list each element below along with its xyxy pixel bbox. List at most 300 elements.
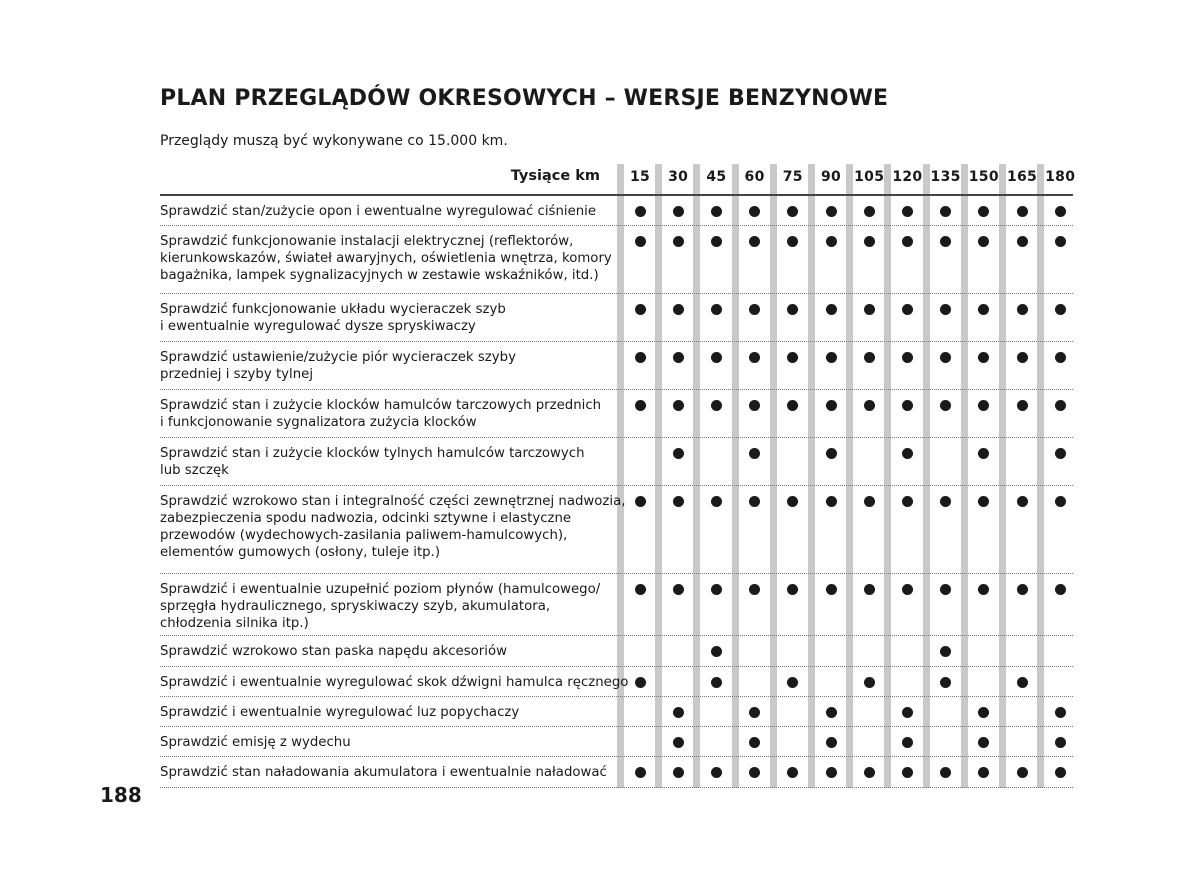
check-dot-icon bbox=[902, 707, 913, 718]
check-dot-icon bbox=[1017, 677, 1028, 688]
description-line: Sprawdzić stan/zużycie opon i ewentualne wyregulować ciśnienie bbox=[160, 204, 597, 219]
check-dot-icon bbox=[673, 737, 684, 748]
column-header: 180 bbox=[1045, 169, 1076, 185]
table-row bbox=[160, 196, 1073, 226]
interval-cell bbox=[697, 196, 735, 225]
check-dot-icon bbox=[940, 304, 951, 315]
interval-cell bbox=[812, 697, 850, 726]
check-dot-icon bbox=[749, 448, 760, 459]
interval-cell bbox=[697, 390, 735, 437]
interval-cell bbox=[927, 636, 965, 666]
interval-cell bbox=[697, 226, 735, 293]
check-dot-icon bbox=[673, 400, 684, 411]
interval-cell bbox=[736, 226, 774, 293]
check-dot-icon bbox=[940, 352, 951, 363]
check-dot-icon bbox=[711, 206, 722, 217]
interval-cell bbox=[965, 294, 1003, 341]
check-dot-icon bbox=[1055, 707, 1066, 718]
check-dot-icon bbox=[864, 304, 875, 315]
table-row bbox=[160, 636, 1073, 667]
check-dot-icon bbox=[749, 206, 760, 217]
interval-cell bbox=[1003, 636, 1041, 666]
interval-cell bbox=[927, 574, 965, 635]
description-line: przedniej i szyby tylnej bbox=[160, 367, 314, 382]
row-description bbox=[160, 704, 630, 721]
description-line: Sprawdzić funkcjonowanie instalacji elektrycznej (reflektorów, bbox=[160, 234, 574, 249]
check-dot-icon bbox=[749, 236, 760, 247]
check-dot-icon bbox=[902, 584, 913, 595]
interval-cell bbox=[850, 390, 888, 437]
interval-cell bbox=[774, 636, 812, 666]
interval-cell bbox=[850, 342, 888, 389]
interval-cell bbox=[736, 196, 774, 225]
check-dot-icon bbox=[826, 206, 837, 217]
check-dot-icon bbox=[787, 400, 798, 411]
description-line: Sprawdzić wzrokowo stan i integralność części zewnętrznej nadwozia, bbox=[160, 494, 626, 509]
check-dot-icon bbox=[673, 206, 684, 217]
check-dot-icon bbox=[1017, 206, 1028, 217]
interval-cell bbox=[965, 486, 1003, 573]
interval-cell bbox=[927, 438, 965, 485]
check-dot-icon bbox=[1017, 496, 1028, 507]
interval-cell bbox=[888, 486, 926, 573]
interval-cell bbox=[659, 727, 697, 756]
interval-cell bbox=[965, 226, 1003, 293]
check-dot-icon bbox=[711, 304, 722, 315]
check-dot-icon bbox=[1055, 236, 1066, 247]
interval-cell bbox=[850, 667, 888, 696]
table-row bbox=[160, 574, 1073, 636]
interval-cell bbox=[621, 574, 659, 635]
interval-cell bbox=[965, 697, 1003, 726]
row-description bbox=[160, 493, 630, 561]
row-description bbox=[160, 734, 630, 751]
interval-cell bbox=[659, 486, 697, 573]
interval-cell bbox=[1003, 438, 1041, 485]
table-row bbox=[160, 294, 1073, 342]
column-header: 165 bbox=[1006, 169, 1038, 185]
interval-cell bbox=[812, 486, 850, 573]
interval-cell bbox=[850, 574, 888, 635]
interval-cell bbox=[850, 438, 888, 485]
check-dot-icon bbox=[749, 304, 760, 315]
description-line: zabezpieczenia spodu nadwozia, odcinki sztywne i elastyczne bbox=[160, 511, 572, 526]
interval-cell bbox=[736, 574, 774, 635]
check-dot-icon bbox=[787, 206, 798, 217]
interval-cell bbox=[1041, 757, 1079, 787]
interval-cell bbox=[965, 636, 1003, 666]
interval-cell bbox=[736, 636, 774, 666]
interval-cell bbox=[659, 196, 697, 225]
interval-cell bbox=[888, 294, 926, 341]
table-header-row bbox=[160, 164, 1076, 196]
description-line: Sprawdzić i ewentualnie wyregulować luz popychaczy bbox=[160, 705, 520, 720]
interval-cell bbox=[888, 342, 926, 389]
check-dot-icon bbox=[673, 707, 684, 718]
check-dot-icon bbox=[940, 236, 951, 247]
check-dot-icon bbox=[826, 236, 837, 247]
interval-cell bbox=[927, 294, 965, 341]
check-dot-icon bbox=[940, 496, 951, 507]
interval-cell bbox=[1003, 390, 1041, 437]
row-description bbox=[160, 643, 630, 660]
check-dot-icon bbox=[711, 677, 722, 688]
interval-cell bbox=[927, 196, 965, 225]
check-dot-icon bbox=[826, 767, 837, 778]
interval-cell bbox=[697, 697, 735, 726]
check-dot-icon bbox=[902, 767, 913, 778]
interval-cell bbox=[621, 667, 659, 696]
check-dot-icon bbox=[902, 206, 913, 217]
interval-cell bbox=[1041, 486, 1079, 573]
check-dot-icon bbox=[826, 400, 837, 411]
interval-cell bbox=[850, 294, 888, 341]
check-dot-icon bbox=[711, 236, 722, 247]
column-header: 30 bbox=[668, 169, 689, 185]
column-header: 60 bbox=[744, 169, 765, 185]
check-dot-icon bbox=[749, 400, 760, 411]
check-dot-icon bbox=[1017, 400, 1028, 411]
interval-cell bbox=[736, 486, 774, 573]
description-line: Sprawdzić stan i zużycie klocków tylnych hamulców tarczowych bbox=[160, 446, 585, 461]
row-description bbox=[160, 233, 630, 284]
column-header: 90 bbox=[820, 169, 842, 185]
interval-cell bbox=[812, 757, 850, 787]
interval-cell bbox=[621, 226, 659, 293]
interval-cell bbox=[927, 697, 965, 726]
column-header: 135 bbox=[930, 169, 961, 185]
row-description bbox=[160, 203, 630, 220]
interval-cell bbox=[774, 294, 812, 341]
interval-cell bbox=[1003, 226, 1041, 293]
description-line: Sprawdzić emisję z wydechu bbox=[160, 735, 351, 750]
check-dot-icon bbox=[749, 767, 760, 778]
page-number: 188 bbox=[100, 783, 142, 807]
maintenance-table bbox=[160, 164, 1076, 788]
description-line: i ewentualnie wyregulować dysze spryskiwaczy bbox=[160, 319, 476, 334]
page-title: PLAN PRZEGLĄDÓW OKRESOWYCH – WERSJE BENZYNOWE bbox=[160, 86, 889, 111]
check-dot-icon bbox=[902, 236, 913, 247]
check-dot-icon bbox=[940, 677, 951, 688]
interval-cell bbox=[774, 342, 812, 389]
row-description bbox=[160, 349, 630, 383]
check-dot-icon bbox=[673, 304, 684, 315]
interval-cell bbox=[812, 294, 850, 341]
interval-cell bbox=[1041, 390, 1079, 437]
interval-cell bbox=[888, 196, 926, 225]
row-description bbox=[160, 581, 630, 632]
check-dot-icon bbox=[1055, 448, 1066, 459]
row-description bbox=[160, 301, 630, 335]
description-line: Sprawdzić ustawienie/zużycie piór wycieraczek szyby bbox=[160, 350, 516, 365]
check-dot-icon bbox=[902, 304, 913, 315]
row-description bbox=[160, 445, 630, 479]
interval-cell bbox=[1003, 697, 1041, 726]
check-dot-icon bbox=[940, 400, 951, 411]
row-description bbox=[160, 674, 630, 691]
check-dot-icon bbox=[635, 496, 646, 507]
column-header: 75 bbox=[782, 169, 803, 185]
description-line: bagażnika, lampek sygnalizacyjnych w zestawie wskaźników, itd.) bbox=[160, 268, 599, 283]
check-dot-icon bbox=[902, 737, 913, 748]
check-dot-icon bbox=[711, 352, 722, 363]
table-row bbox=[160, 226, 1073, 294]
check-dot-icon bbox=[635, 400, 646, 411]
check-dot-icon bbox=[673, 352, 684, 363]
interval-cell bbox=[659, 390, 697, 437]
interval-cell bbox=[1041, 574, 1079, 635]
check-dot-icon bbox=[826, 352, 837, 363]
check-dot-icon bbox=[635, 584, 646, 595]
check-dot-icon bbox=[635, 677, 646, 688]
description-line: sprzęgła hydraulicznego, spryskiwaczy szyb, akumulatora, bbox=[160, 599, 551, 614]
check-dot-icon bbox=[1055, 584, 1066, 595]
interval-cell bbox=[850, 757, 888, 787]
check-dot-icon bbox=[978, 206, 989, 217]
interval-cell bbox=[774, 196, 812, 225]
interval-cell bbox=[621, 636, 659, 666]
interval-cell bbox=[659, 636, 697, 666]
description-line: kierunkowskazów, świateł awaryjnych, oświetlenia wnętrza, komory bbox=[160, 251, 612, 266]
check-dot-icon bbox=[1055, 767, 1066, 778]
check-dot-icon bbox=[787, 584, 798, 595]
interval-cell bbox=[659, 438, 697, 485]
interval-cell bbox=[850, 727, 888, 756]
interval-cell bbox=[1041, 342, 1079, 389]
interval-cell bbox=[1003, 342, 1041, 389]
interval-cell bbox=[774, 727, 812, 756]
interval-cell bbox=[736, 727, 774, 756]
check-dot-icon bbox=[1017, 584, 1028, 595]
column-header: 150 bbox=[968, 169, 999, 185]
check-dot-icon bbox=[978, 236, 989, 247]
check-dot-icon bbox=[787, 677, 798, 688]
interval-cell bbox=[736, 667, 774, 696]
interval-cell bbox=[697, 438, 735, 485]
interval-cell bbox=[1003, 757, 1041, 787]
description-line: elementów gumowych (osłony, tuleje itp.) bbox=[160, 545, 441, 560]
interval-cell bbox=[774, 390, 812, 437]
interval-cell bbox=[621, 438, 659, 485]
interval-cell bbox=[697, 486, 735, 573]
check-dot-icon bbox=[1017, 767, 1028, 778]
check-dot-icon bbox=[635, 304, 646, 315]
table-row bbox=[160, 342, 1073, 390]
check-dot-icon bbox=[902, 352, 913, 363]
interval-cell bbox=[812, 574, 850, 635]
check-dot-icon bbox=[749, 737, 760, 748]
check-dot-icon bbox=[787, 496, 798, 507]
description-line: Sprawdzić wzrokowo stan paska napędu akcesoriów bbox=[160, 644, 507, 659]
interval-cell bbox=[1041, 667, 1079, 696]
interval-cell bbox=[621, 757, 659, 787]
check-dot-icon bbox=[902, 400, 913, 411]
check-dot-icon bbox=[1055, 352, 1066, 363]
check-dot-icon bbox=[978, 584, 989, 595]
interval-cell bbox=[736, 390, 774, 437]
interval-cell bbox=[1041, 727, 1079, 756]
interval-cell bbox=[850, 226, 888, 293]
check-dot-icon bbox=[978, 400, 989, 411]
check-dot-icon bbox=[635, 352, 646, 363]
table-row bbox=[160, 390, 1073, 438]
check-dot-icon bbox=[978, 707, 989, 718]
interval-cell bbox=[659, 697, 697, 726]
interval-cell bbox=[812, 196, 850, 225]
check-dot-icon bbox=[864, 400, 875, 411]
table-row bbox=[160, 757, 1073, 788]
description-line: Sprawdzić i ewentualnie uzupełnić poziom płynów (hamulcowego/ bbox=[160, 582, 601, 597]
check-dot-icon bbox=[1017, 352, 1028, 363]
interval-cell bbox=[1041, 294, 1079, 341]
interval-cell bbox=[621, 697, 659, 726]
check-dot-icon bbox=[826, 707, 837, 718]
interval-cell bbox=[850, 636, 888, 666]
interval-cell bbox=[621, 486, 659, 573]
interval-cell bbox=[850, 486, 888, 573]
interval-cell bbox=[888, 438, 926, 485]
interval-cell bbox=[812, 390, 850, 437]
check-dot-icon bbox=[940, 206, 951, 217]
interval-cell bbox=[1003, 727, 1041, 756]
check-dot-icon bbox=[864, 767, 875, 778]
check-dot-icon bbox=[864, 206, 875, 217]
check-dot-icon bbox=[673, 767, 684, 778]
check-dot-icon bbox=[902, 448, 913, 459]
description-line: Sprawdzić funkcjonowanie układu wycieraczek szyb bbox=[160, 302, 506, 317]
check-dot-icon bbox=[940, 584, 951, 595]
interval-cell bbox=[1003, 486, 1041, 573]
interval-cell bbox=[888, 697, 926, 726]
check-dot-icon bbox=[1055, 206, 1066, 217]
check-dot-icon bbox=[864, 677, 875, 688]
interval-cell bbox=[774, 486, 812, 573]
check-dot-icon bbox=[864, 584, 875, 595]
interval-cell bbox=[736, 757, 774, 787]
interval-cell bbox=[659, 342, 697, 389]
check-dot-icon bbox=[940, 767, 951, 778]
interval-cell bbox=[659, 667, 697, 696]
interval-cell bbox=[1003, 667, 1041, 696]
interval-cell bbox=[965, 667, 1003, 696]
table-body bbox=[160, 196, 1073, 788]
interval-cell bbox=[659, 294, 697, 341]
interval-cell bbox=[812, 438, 850, 485]
check-dot-icon bbox=[826, 584, 837, 595]
check-dot-icon bbox=[978, 448, 989, 459]
description-line: Sprawdzić stan naładowania akumulatora i ewentualnie naładować bbox=[160, 765, 607, 780]
check-dot-icon bbox=[978, 496, 989, 507]
interval-cell bbox=[697, 757, 735, 787]
table-row bbox=[160, 727, 1073, 757]
check-dot-icon bbox=[787, 236, 798, 247]
interval-cell bbox=[774, 574, 812, 635]
interval-cell bbox=[736, 342, 774, 389]
check-dot-icon bbox=[1017, 304, 1028, 315]
column-header: 45 bbox=[706, 169, 727, 185]
check-dot-icon bbox=[673, 584, 684, 595]
interval-cell bbox=[965, 574, 1003, 635]
column-header: 105 bbox=[854, 169, 885, 185]
row-description bbox=[160, 397, 630, 431]
interval-cell bbox=[1041, 438, 1079, 485]
description-line: i funkcjonowanie sygnalizatora zużycia klocków bbox=[160, 415, 477, 430]
interval-cell bbox=[774, 757, 812, 787]
interval-cell bbox=[697, 636, 735, 666]
check-dot-icon bbox=[673, 236, 684, 247]
interval-cell bbox=[774, 226, 812, 293]
interval-cell bbox=[965, 757, 1003, 787]
interval-cell bbox=[659, 226, 697, 293]
check-dot-icon bbox=[749, 584, 760, 595]
check-dot-icon bbox=[711, 584, 722, 595]
interval-cell bbox=[774, 438, 812, 485]
check-dot-icon bbox=[902, 496, 913, 507]
interval-cell bbox=[1041, 697, 1079, 726]
table-row bbox=[160, 697, 1073, 727]
check-dot-icon bbox=[864, 352, 875, 363]
check-dot-icon bbox=[978, 352, 989, 363]
check-dot-icon bbox=[864, 236, 875, 247]
check-dot-icon bbox=[826, 304, 837, 315]
check-dot-icon bbox=[940, 646, 951, 657]
interval-cell bbox=[927, 727, 965, 756]
interval-cell bbox=[888, 757, 926, 787]
interval-cell bbox=[812, 667, 850, 696]
check-dot-icon bbox=[711, 767, 722, 778]
interval-cell bbox=[850, 697, 888, 726]
description-line: chłodzenia silnika itp.) bbox=[160, 616, 309, 631]
check-dot-icon bbox=[711, 646, 722, 657]
description-line: przewodów (wydechowych-zasilania paliwem-hamulcowych), bbox=[160, 528, 568, 543]
description-line: lub szczęk bbox=[160, 463, 229, 478]
interval-cell bbox=[774, 697, 812, 726]
interval-cell bbox=[1041, 636, 1079, 666]
table-row bbox=[160, 667, 1073, 697]
interval-cell bbox=[927, 757, 965, 787]
interval-cell bbox=[888, 574, 926, 635]
column-header: 15 bbox=[629, 169, 651, 185]
interval-cell bbox=[1003, 574, 1041, 635]
description-line: Sprawdzić i ewentualnie wyregulować skok dźwigni hamulca ręcznego bbox=[160, 675, 629, 690]
row-description bbox=[160, 764, 630, 781]
interval-cell bbox=[927, 667, 965, 696]
interval-cell bbox=[888, 667, 926, 696]
interval-cell bbox=[965, 342, 1003, 389]
check-dot-icon bbox=[826, 448, 837, 459]
interval-cell bbox=[812, 342, 850, 389]
interval-cell bbox=[812, 636, 850, 666]
interval-cell bbox=[888, 390, 926, 437]
interval-cell bbox=[1003, 196, 1041, 225]
interval-cell bbox=[1041, 226, 1079, 293]
description-line: Sprawdzić stan i zużycie klocków hamulców tarczowych przednich bbox=[160, 398, 602, 413]
interval-cell bbox=[697, 294, 735, 341]
check-dot-icon bbox=[1055, 496, 1066, 507]
check-dot-icon bbox=[826, 496, 837, 507]
interval-cell bbox=[965, 196, 1003, 225]
interval-cell bbox=[736, 438, 774, 485]
check-dot-icon bbox=[1017, 236, 1028, 247]
check-dot-icon bbox=[1055, 400, 1066, 411]
interval-cell bbox=[812, 226, 850, 293]
table-row bbox=[160, 486, 1073, 574]
check-dot-icon bbox=[1055, 737, 1066, 748]
check-dot-icon bbox=[864, 496, 875, 507]
check-dot-icon bbox=[1055, 304, 1066, 315]
check-dot-icon bbox=[635, 236, 646, 247]
interval-cell bbox=[927, 486, 965, 573]
